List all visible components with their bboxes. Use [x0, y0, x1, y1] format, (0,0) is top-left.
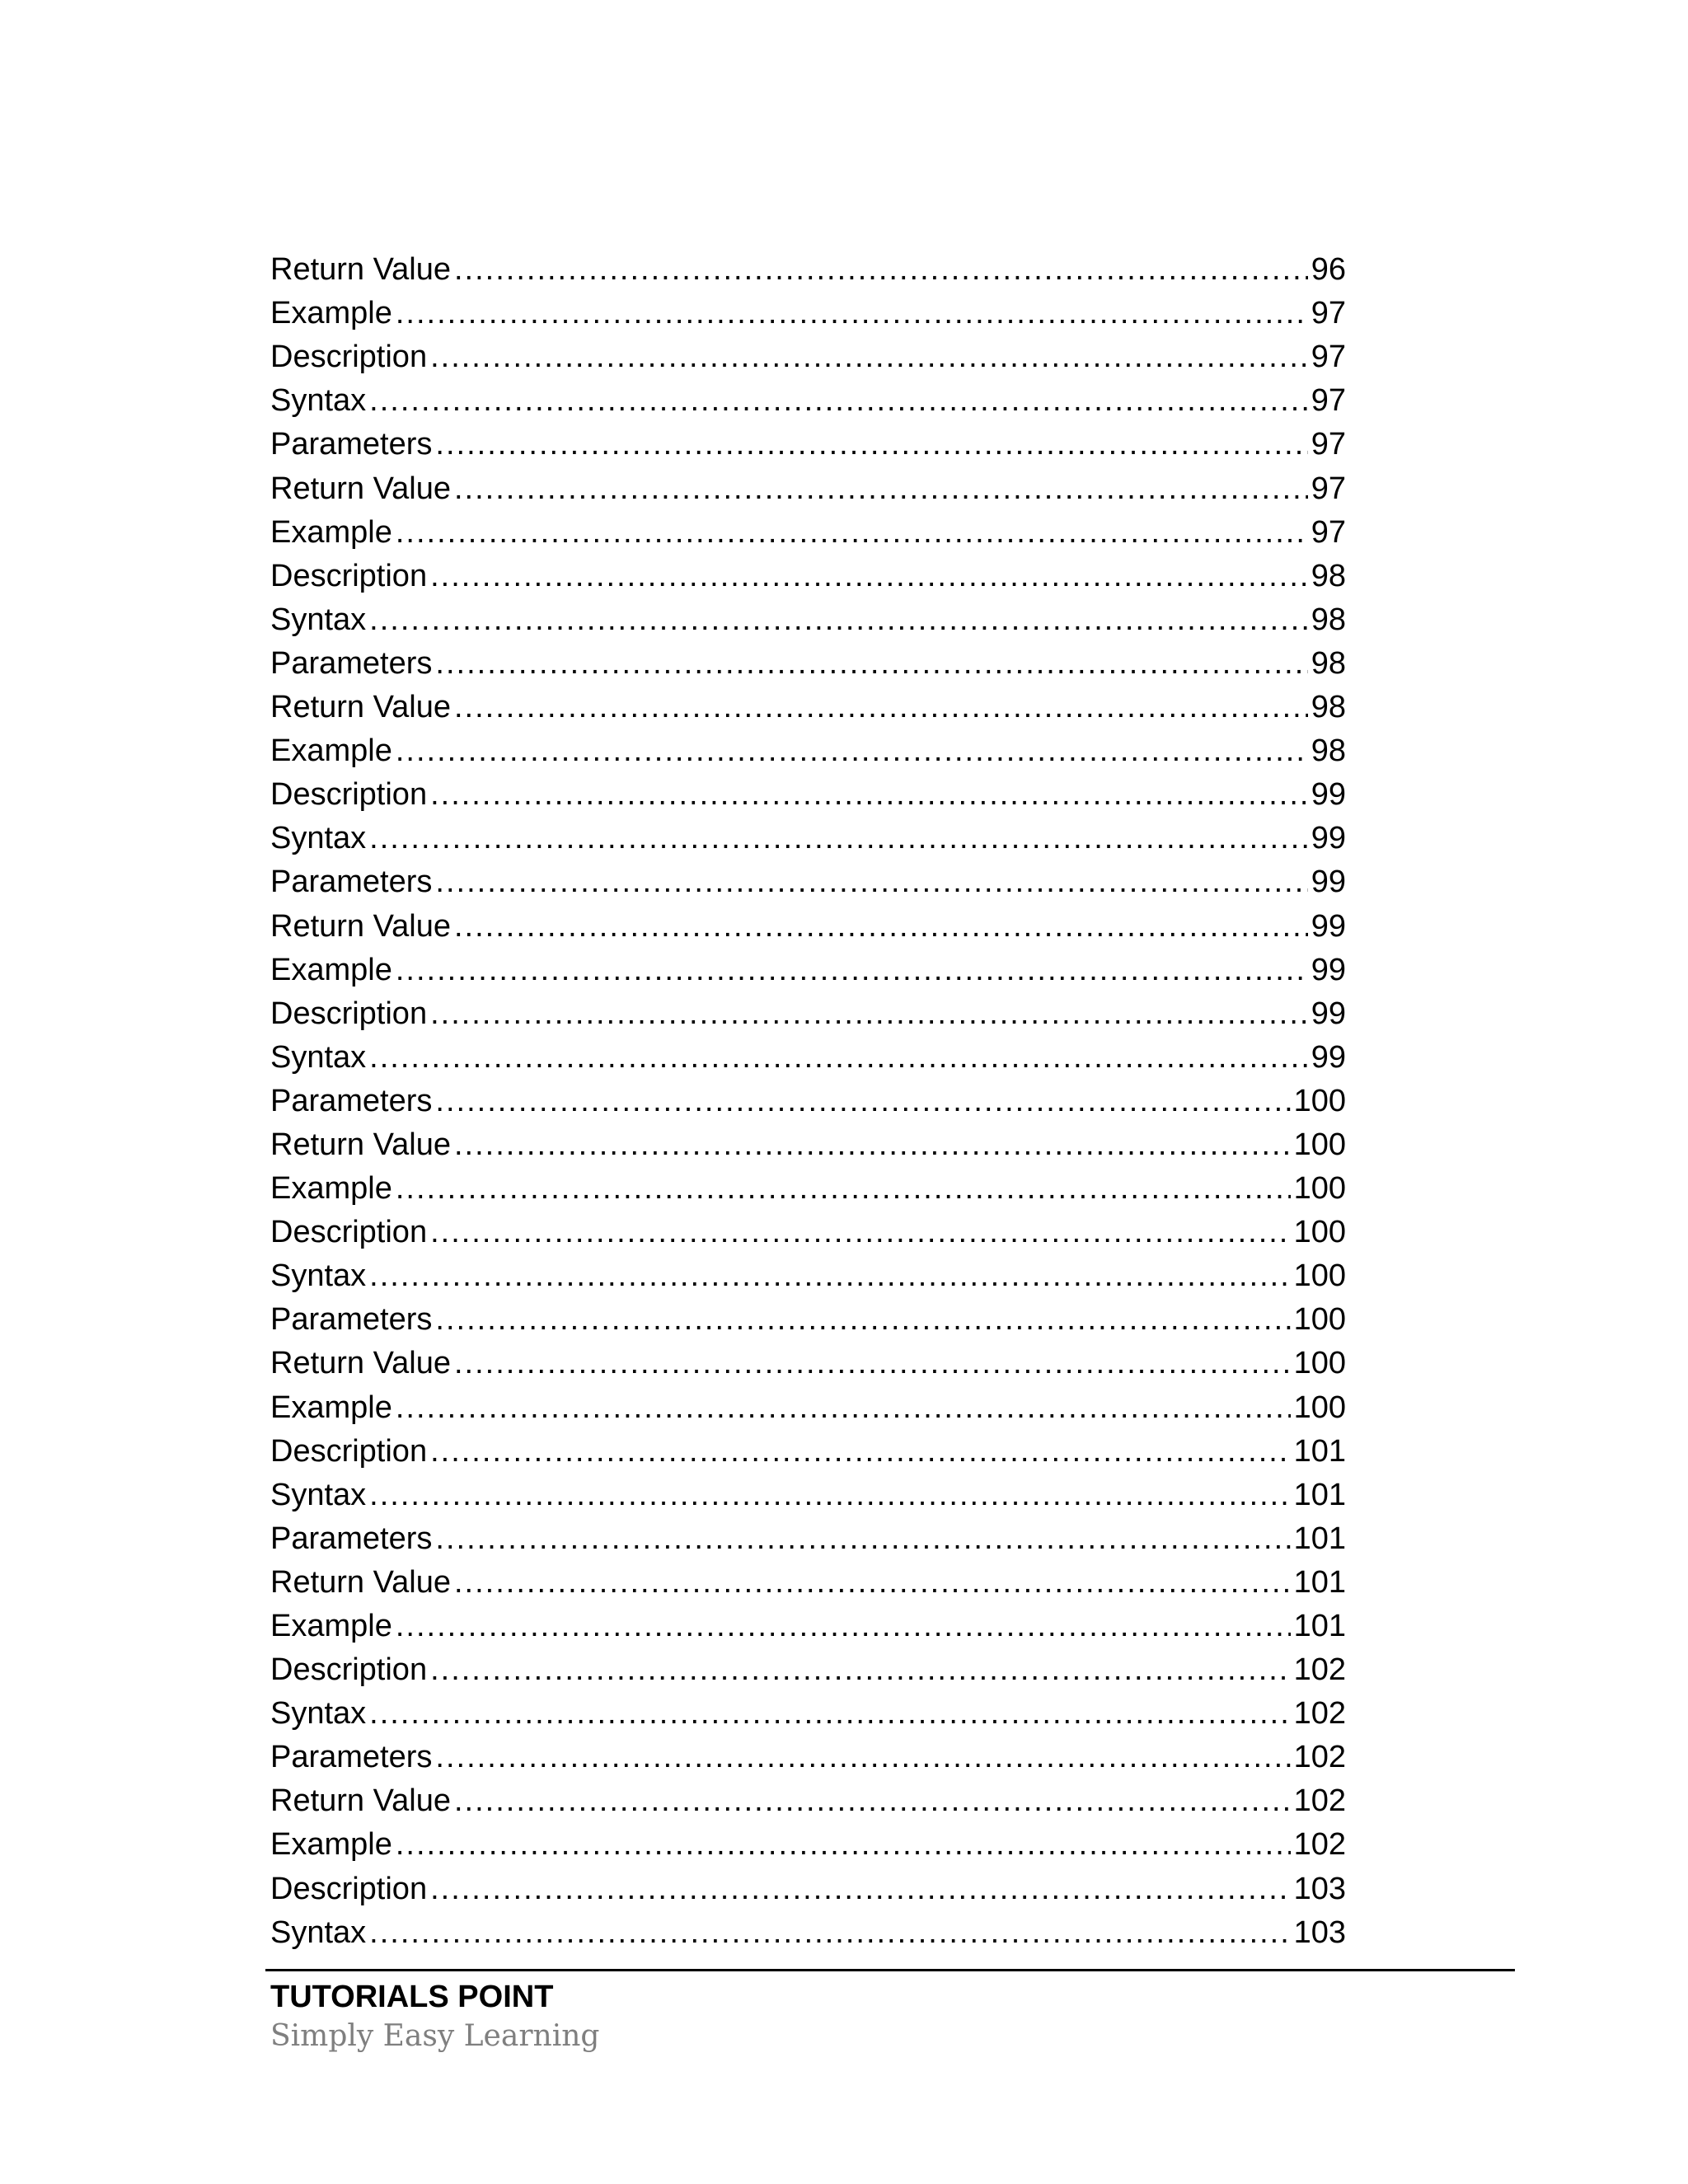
toc-entry-label: Return Value	[270, 690, 451, 725]
toc-dot-leader	[369, 598, 1308, 642]
toc-entry[interactable]	[270, 1605, 1346, 1648]
toc-entry-page-number: 100	[1293, 1127, 1346, 1162]
toc-entry[interactable]	[270, 1867, 1346, 1910]
toc-entry-page-number: 98	[1311, 690, 1346, 725]
toc-entry-page-number: 102	[1293, 1696, 1346, 1732]
toc-dot-leader	[454, 1779, 1291, 1823]
toc-dot-leader	[430, 773, 1308, 817]
toc-entry-label: Syntax	[270, 1696, 367, 1732]
toc-entry-label: Return Value	[270, 1564, 451, 1600]
toc-entry-page-number: 99	[1311, 908, 1346, 944]
toc-entry[interactable]	[270, 773, 1346, 817]
toc-dot-leader	[435, 1080, 1290, 1123]
toc-dot-leader	[454, 686, 1308, 729]
toc-dot-leader	[396, 1386, 1291, 1430]
toc-entry[interactable]	[270, 1211, 1346, 1254]
toc-entry-page-number: 101	[1293, 1477, 1346, 1512]
toc-dot-leader	[369, 1474, 1290, 1517]
toc-entry-label: Description	[270, 777, 428, 813]
toc-entry[interactable]	[270, 598, 1346, 642]
toc-dot-leader	[454, 1123, 1291, 1167]
toc-entry-page-number: 98	[1311, 645, 1346, 681]
toc-dot-leader	[454, 905, 1308, 949]
toc-entry[interactable]	[270, 1474, 1346, 1517]
toc-entry-label: Return Value	[270, 1127, 451, 1162]
toc-entry-page-number: 97	[1311, 296, 1346, 331]
toc-entry[interactable]	[270, 555, 1346, 598]
toc-entry-label: Syntax	[270, 383, 367, 419]
toc-entry-label: Description	[270, 558, 428, 593]
toc-entry[interactable]	[270, 686, 1346, 729]
toc-entry-label: Return Value	[270, 908, 451, 944]
toc-entry-page-number: 101	[1293, 1609, 1346, 1643]
toc-dot-leader	[396, 511, 1308, 555]
toc-entry[interactable]	[270, 1911, 1346, 1955]
toc-entry-label: Description	[270, 1433, 428, 1469]
toc-entry-label: Syntax	[270, 1258, 367, 1294]
toc-entry-label: Syntax	[270, 1039, 367, 1075]
toc-entry-label: Parameters	[270, 1740, 433, 1775]
toc-entry[interactable]	[270, 1080, 1346, 1123]
toc-entry-label: Parameters	[270, 645, 433, 681]
toc-entry[interactable]	[270, 248, 1346, 292]
footer-brand: TUTORIALS POINT	[270, 1980, 554, 2014]
toc-entry[interactable]	[270, 1648, 1346, 1692]
toc-dot-leader	[396, 1605, 1291, 1648]
toc-entry-page-number: 97	[1311, 383, 1346, 419]
toc-entry-label: Parameters	[270, 427, 433, 462]
toc-entry[interactable]	[270, 1298, 1346, 1342]
toc-entry-label: Syntax	[270, 1915, 367, 1950]
toc-dot-leader	[396, 729, 1308, 773]
toc-entry-page-number: 99	[1311, 952, 1346, 987]
toc-dot-leader	[369, 1911, 1290, 1955]
toc-entry[interactable]	[270, 949, 1346, 992]
toc-entry-label: Example	[270, 514, 392, 550]
toc-entry[interactable]	[270, 1254, 1346, 1298]
toc-entry-page-number: 100	[1293, 1171, 1346, 1207]
toc-entry-page-number: 100	[1293, 1346, 1346, 1381]
toc-entry-page-number: 100	[1293, 1083, 1346, 1118]
toc-dot-leader	[396, 1167, 1291, 1211]
toc-entry-page-number: 102	[1293, 1783, 1346, 1819]
toc-dot-leader	[369, 1692, 1290, 1736]
toc-entry-page-number: 99	[1311, 1039, 1346, 1075]
toc-entry-label: Description	[270, 1215, 428, 1250]
toc-entry-label: Return Value	[270, 1346, 451, 1381]
toc-entry-page-number: 100	[1293, 1302, 1346, 1338]
toc-entry-page-number: 97	[1311, 340, 1346, 375]
toc-entry-page-number: 100	[1293, 1258, 1346, 1294]
toc-dot-leader	[430, 1430, 1291, 1474]
toc-entry[interactable]	[270, 1342, 1346, 1385]
toc-dot-leader	[396, 292, 1308, 335]
toc-dot-leader	[435, 1298, 1290, 1342]
toc-dot-leader	[454, 1561, 1291, 1605]
toc-entry-page-number: 99	[1311, 865, 1346, 900]
toc-entry-label: Parameters	[270, 1521, 433, 1556]
table-of-contents	[270, 248, 1346, 1955]
toc-entry-label: Example	[270, 1609, 392, 1643]
toc-entry-label: Parameters	[270, 1302, 433, 1338]
toc-entry[interactable]	[270, 992, 1346, 1036]
toc-dot-leader	[435, 860, 1307, 904]
toc-dot-leader	[435, 1736, 1290, 1779]
toc-dot-leader	[369, 379, 1308, 423]
toc-dot-leader	[396, 949, 1308, 992]
toc-dot-leader	[430, 555, 1308, 598]
toc-entry-label: Description	[270, 340, 428, 375]
toc-entry-page-number: 103	[1293, 1915, 1346, 1950]
toc-entry[interactable]	[270, 379, 1346, 423]
toc-entry[interactable]	[270, 904, 1346, 948]
toc-entry-label: Example	[270, 1171, 392, 1207]
toc-dot-leader	[430, 1868, 1291, 1911]
toc-entry[interactable]	[270, 1823, 1346, 1867]
toc-entry-page-number: 102	[1293, 1652, 1346, 1688]
toc-entry-label: Example	[270, 1390, 392, 1425]
toc-dot-leader	[369, 1254, 1290, 1298]
toc-entry-page-number: 101	[1293, 1521, 1346, 1556]
toc-entry[interactable]	[270, 642, 1346, 686]
toc-entry[interactable]	[270, 1167, 1346, 1211]
toc-entry[interactable]	[270, 1430, 1346, 1474]
toc-entry[interactable]	[270, 1036, 1346, 1080]
toc-entry[interactable]	[270, 1517, 1346, 1561]
toc-entry-page-number: 101	[1293, 1564, 1346, 1600]
toc-entry-label: Example	[270, 296, 392, 331]
toc-entry[interactable]	[270, 729, 1346, 773]
toc-entry-page-number: 98	[1311, 733, 1346, 769]
toc-dot-leader	[396, 1823, 1291, 1867]
toc-entry-label: Example	[270, 1827, 392, 1863]
toc-entry-label: Return Value	[270, 1783, 451, 1819]
toc-entry-label: Example	[270, 733, 392, 769]
toc-entry-page-number: 99	[1311, 821, 1346, 856]
toc-dot-leader	[430, 335, 1308, 379]
toc-dot-leader	[430, 1648, 1291, 1692]
toc-entry[interactable]	[270, 860, 1346, 904]
toc-entry-label: Return Value	[270, 252, 451, 288]
toc-dot-leader	[435, 1517, 1290, 1561]
footer-tagline: Simply Easy Learning	[270, 2019, 600, 2053]
toc-entry-label: Example	[270, 952, 392, 987]
toc-entry-page-number: 100	[1293, 1215, 1346, 1250]
toc-dot-leader	[454, 1342, 1291, 1385]
toc-entry-page-number: 97	[1311, 514, 1346, 550]
toc-entry-page-number: 97	[1311, 427, 1346, 462]
toc-entry[interactable]	[270, 1385, 1346, 1429]
toc-entry-page-number: 103	[1293, 1871, 1346, 1906]
toc-entry-page-number: 99	[1311, 777, 1346, 813]
footer-divider	[265, 1969, 1515, 1971]
toc-dot-leader	[454, 248, 1308, 292]
toc-entry-label: Parameters	[270, 865, 433, 900]
toc-entry-label: Description	[270, 1652, 428, 1688]
toc-entry-page-number: 96	[1311, 252, 1346, 288]
toc-dot-leader	[369, 817, 1308, 860]
toc-entry-page-number: 99	[1311, 996, 1346, 1031]
toc-entry[interactable]	[270, 466, 1346, 510]
toc-entry-label: Parameters	[270, 1083, 433, 1118]
toc-dot-leader	[430, 992, 1308, 1036]
toc-entry[interactable]	[270, 423, 1346, 466]
toc-entry[interactable]	[270, 1779, 1346, 1823]
toc-entry-page-number: 98	[1311, 558, 1346, 593]
toc-entry[interactable]	[270, 1692, 1346, 1736]
toc-entry[interactable]	[270, 817, 1346, 860]
toc-dot-leader	[454, 467, 1308, 511]
toc-entry-label: Description	[270, 1871, 428, 1906]
toc-entry[interactable]	[270, 292, 1346, 335]
toc-entry[interactable]	[270, 1123, 1346, 1167]
toc-entry[interactable]	[270, 335, 1346, 379]
toc-entry-page-number: 102	[1293, 1827, 1346, 1863]
toc-entry-page-number: 97	[1311, 471, 1346, 506]
toc-entry-label: Syntax	[270, 821, 367, 856]
toc-entry-page-number: 100	[1293, 1390, 1346, 1425]
toc-dot-leader	[435, 642, 1307, 686]
toc-entry-label: Syntax	[270, 602, 367, 637]
toc-entry-label: Syntax	[270, 1477, 367, 1512]
toc-entry-page-number: 101	[1293, 1433, 1346, 1469]
toc-entry-page-number: 102	[1293, 1740, 1346, 1775]
toc-entry[interactable]	[270, 1736, 1346, 1779]
toc-entry-page-number: 98	[1311, 602, 1346, 637]
toc-entry[interactable]	[270, 511, 1346, 555]
toc-dot-leader	[430, 1211, 1291, 1254]
toc-entry-label: Return Value	[270, 471, 451, 506]
toc-dot-leader	[369, 1036, 1308, 1080]
toc-entry[interactable]	[270, 1561, 1346, 1605]
toc-dot-leader	[435, 423, 1307, 466]
toc-entry-label: Description	[270, 996, 428, 1031]
